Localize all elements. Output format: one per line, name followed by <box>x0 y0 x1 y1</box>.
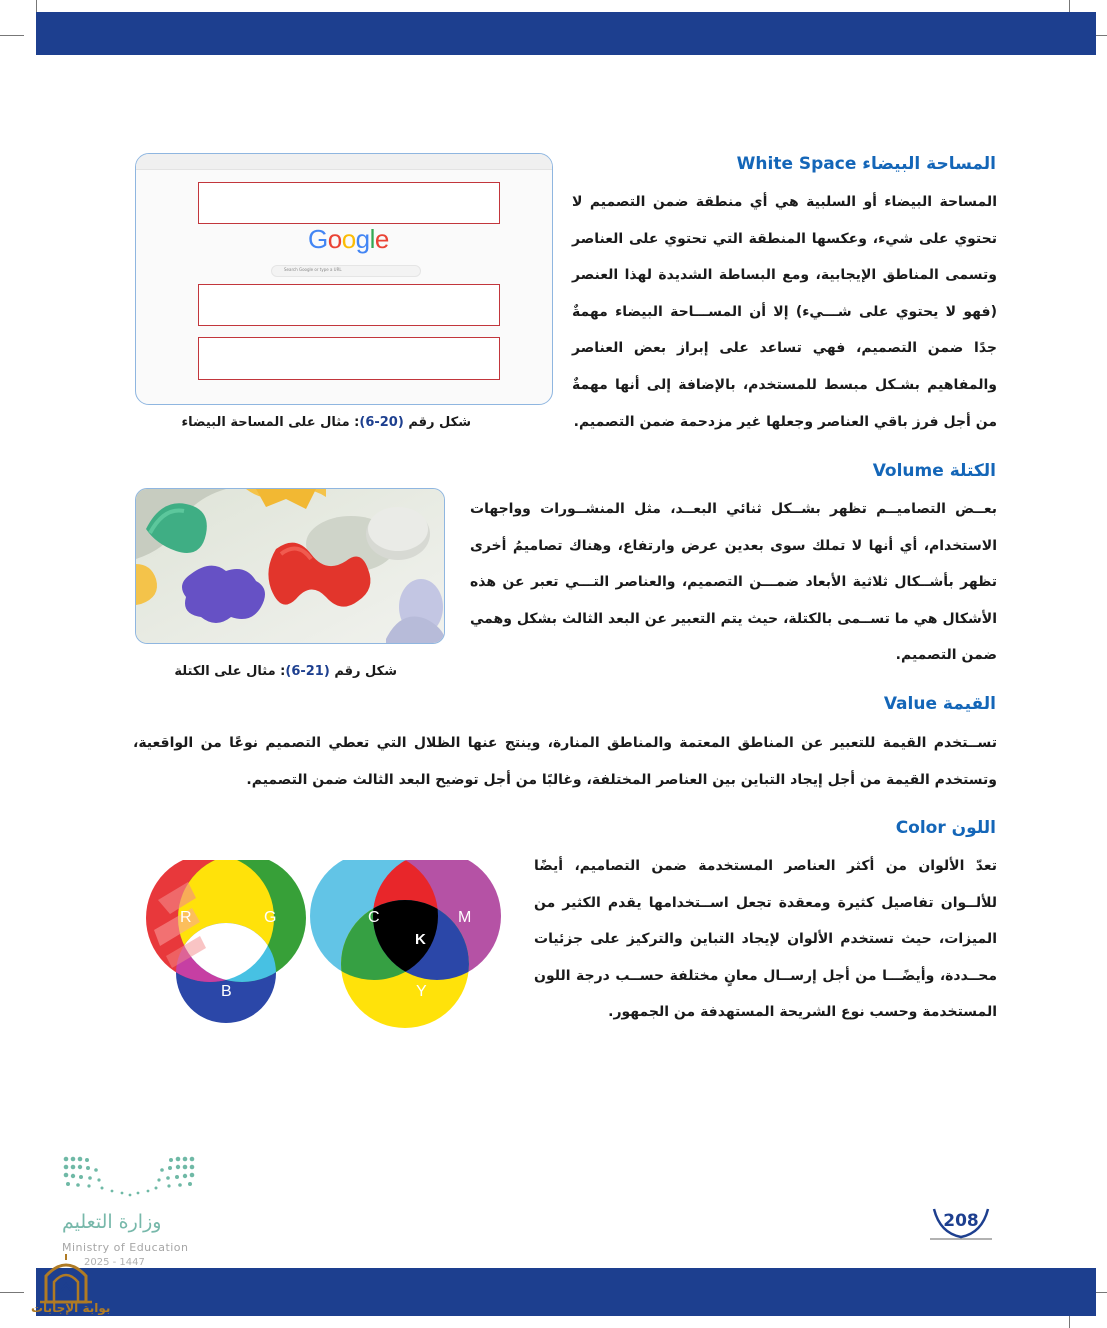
ministry-name-arabic: وزارة التعليم <box>62 1211 162 1233</box>
color-heading: اللون Color <box>895 818 996 838</box>
volume-heading: الكتلة Volume <box>872 461 996 481</box>
3d-shapes-illustration <box>136 489 445 644</box>
caption-prefix: شكل رقم <box>403 415 471 430</box>
google-logo: Google <box>308 224 389 254</box>
page-number: 208 <box>943 1211 979 1231</box>
black-label: K <box>415 931 426 948</box>
dots-pattern <box>60 1155 200 1200</box>
cyan-label: C <box>368 909 380 926</box>
caption-number: (6-21) <box>285 664 330 679</box>
ministry-year: 2025 - 1447 <box>84 1257 145 1268</box>
google-search-placeholder: Search Google or type a URL <box>284 267 342 272</box>
value-paragraph: تســتخدم القيمة للتعبير عن المناطق المعتمة والمناطق المنارة، وينتج عنها الظلال التي تعطي التصميم نوعًا من الواقعية، وتستخدم القيمة من أجل إيجاد التباين بين العناصر المختلفة، وغالبًا من أجل توضيح البعد الثالث ضمن التصميم. <box>133 735 997 788</box>
white-space-caption <box>182 415 472 430</box>
caption-text: : مثال على الكتلة <box>174 664 286 679</box>
footer-bar <box>36 1268 1096 1316</box>
white-space-highlight-box <box>198 337 500 380</box>
red-label: R <box>180 909 192 926</box>
magenta-label: M <box>458 909 472 926</box>
page-number-badge <box>930 1203 992 1243</box>
crop-mark <box>0 35 24 36</box>
value-heading: القيمة Value <box>883 694 996 714</box>
blue-label: B <box>221 983 232 1000</box>
white-space-paragraph: المساحة البيضاء أو السلبية هي أي منطقة ضمن التصميم لا تحتوي على شيء، وعكسها المنطقة التي تحتوي على العناصر وتسمى المناطق الإيجابية، ومع البساطة الشديدة لهذا العنصر (فهو لا يحتوي على شـــيء) إلا أن المســـاحة البيضاء مهمةٌ جدًا ضمن التصميم، فهي تساعد على إبراز بعض العناصر والمفاهيم بشـكل مبسط للمستخدم، بالإضافة إلى أنها مهمةٌ من أجل فرز باقي العناصر وجعلها غير مزدحمة ضمن التصميم. <box>572 194 997 430</box>
ministry-name-english: Ministry of Education <box>62 1241 189 1254</box>
cmyk-venn <box>310 860 501 1028</box>
white-space-heading: المساحة البيضاء White Space <box>736 154 996 174</box>
ministry-logo-dots <box>60 1155 200 1200</box>
venn-svg <box>130 860 510 1035</box>
volume-caption <box>174 664 397 679</box>
header-bar <box>36 12 1096 55</box>
google-screenshot-figure <box>135 153 553 405</box>
browser-bar <box>136 154 552 170</box>
white-space-highlight-box <box>198 182 500 224</box>
yellow-label: Y <box>416 983 427 1000</box>
green-label: G <box>264 909 277 926</box>
caption-prefix: شكل رقم <box>329 664 397 679</box>
google-search-box <box>271 265 421 277</box>
caption-number: (6-20) <box>359 415 404 430</box>
volume-paragraph: بعــض التصاميــم تظهر بشــكل ثنائي البعــد، مثل المنشــورات وواجهات الاستخدام، أي أنها لا تملك سوى بعدين عرض وارتفاع، وهناك تصاميمُ أخرى تظهر بأشــكال ثلاثية الأبعاد ضمـــن التصميم، والعناصر التـــي تعبر عن هذه الأشكال هي ما تســمى بالكتلة، حيث يتم التعبير عن البعد الثالث بشكل وهمي ضمن التصميم. <box>470 501 997 664</box>
color-venn-diagrams <box>130 860 510 1035</box>
caption-text: : مثال على المساحة البيضاء <box>181 415 360 430</box>
rgb-venn <box>146 860 306 1023</box>
color-paragraph: تعدّ الألوان من أكثر العناصر المستخدمة ضمن التصاميم، أيضًا للألــوان تفاصيل كثيرة ومعقدة تجعل اســتخدامها يقدم الكثير من الميزات، حيث تستخدم الألوان لإيجاد التباين والتركيز على جزئيات محــددة، وأيضًـــا من أجل إرســال معانٍ مختلفة حســب درجة اللون المستخدمة وحسب نوع الشريحة المستهدفة من الجمهور. <box>534 858 997 1021</box>
crop-mark <box>0 1292 24 1293</box>
white-space-highlight-box <box>198 284 500 326</box>
watermark-text: بوابة الإجابات <box>31 1301 111 1315</box>
volume-photo <box>135 488 445 644</box>
